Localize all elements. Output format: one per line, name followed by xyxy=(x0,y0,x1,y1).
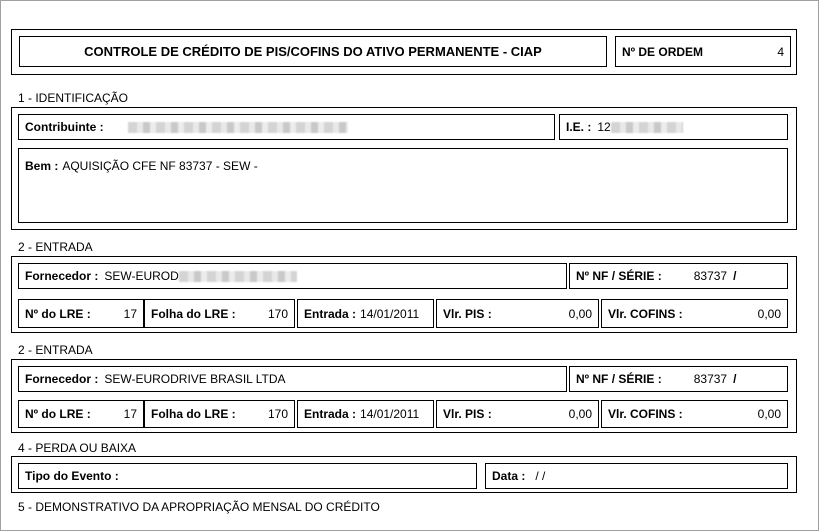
folha-label: Folha do LRE : xyxy=(151,306,236,321)
section-demonstrativo: 5 - DEMONSTRATIVO DA APROPRIAÇÃO MENSAL DO CRÉDITO xyxy=(18,500,380,514)
nf-label: Nº NF / SÉRIE : xyxy=(576,269,662,283)
entrada-label: Entrada : xyxy=(304,306,357,321)
cofins-label: Vlr. COFINS : xyxy=(608,306,683,321)
fornecedor-cell-2 xyxy=(18,366,567,392)
section-entrada-1: 2 - ENTRADA xyxy=(18,240,93,254)
contribuinte-cell xyxy=(18,114,555,140)
contribuinte-label: Contribuinte : xyxy=(25,120,104,134)
fornecedor-value: SEW-EUROD xyxy=(104,269,179,283)
section-perda: 4 - PERDA OU BAIXA xyxy=(18,441,137,455)
fornecedor-label: Fornecedor : xyxy=(25,372,99,386)
entrada-value: 14/01/2011 xyxy=(360,306,420,321)
contribuinte-redacted xyxy=(128,122,348,133)
ie-redacted xyxy=(611,122,683,133)
nf-cell-1 xyxy=(569,263,788,289)
ie-cell xyxy=(559,114,788,140)
fornecedor-redacted xyxy=(179,271,297,282)
pis-value: 0,00 xyxy=(568,306,592,321)
section-identificacao: 1 - IDENTIFICAÇÃO xyxy=(18,91,129,105)
nf-value: 83737 xyxy=(693,372,728,386)
evento-label: Tipo do Evento : xyxy=(25,469,119,483)
fornecedor-label: Fornecedor : xyxy=(25,269,99,283)
nf-cell-2 xyxy=(569,366,788,392)
data-label: Data : xyxy=(492,469,526,483)
nf-value: 83737 xyxy=(693,269,728,283)
entrada-label: Entrada : xyxy=(304,407,357,421)
nf-label: Nº NF / SÉRIE : xyxy=(576,372,662,386)
pis-value: 0,00 xyxy=(568,407,592,421)
cofins-cell-1 xyxy=(601,299,788,328)
folha-cell-1 xyxy=(144,299,295,328)
lre-value: 17 xyxy=(123,306,137,321)
pis-cell-1 xyxy=(436,299,599,328)
lre-cell-1 xyxy=(18,299,144,328)
cofins-label: Vlr. COFINS : xyxy=(608,407,683,421)
cofins-value: 0,00 xyxy=(757,407,781,421)
folha-cell-2 xyxy=(144,400,295,428)
entrada-date-cell-2 xyxy=(297,400,434,428)
pis-label: Vlr. PIS : xyxy=(443,306,492,321)
fornecedor-value: SEW-EURODRIVE BRASIL LTDA xyxy=(104,372,286,386)
document-title xyxy=(19,36,607,67)
folha-value: 170 xyxy=(267,306,288,321)
bem-label: Bem : xyxy=(25,159,59,173)
cofins-value: 0,00 xyxy=(757,306,781,321)
folha-label: Folha do LRE : xyxy=(151,407,236,421)
bem-cell xyxy=(18,148,788,223)
data-cell xyxy=(485,463,788,489)
entrada-value: 14/01/2011 xyxy=(360,407,420,421)
pis-cell-2 xyxy=(436,400,599,428)
fornecedor-cell-1 xyxy=(18,263,567,289)
document-title-text: CONTROLE DE CRÉDITO DE PIS/COFINS DO ATIVO PERMANENTE - CIAP xyxy=(84,44,542,59)
evento-cell xyxy=(18,463,477,489)
ordem-cell xyxy=(615,36,791,67)
lre-cell-2 xyxy=(18,400,144,428)
ie-value: 12 xyxy=(597,120,611,134)
ordem-value: 4 xyxy=(777,44,784,59)
ie-label: I.E. : xyxy=(566,120,592,134)
cofins-cell-2 xyxy=(601,400,788,428)
serie-value: / xyxy=(733,372,737,386)
lre-label: Nº do LRE : xyxy=(25,407,91,421)
lre-value: 17 xyxy=(123,407,137,421)
entrada-date-cell-1 xyxy=(297,299,434,328)
lre-label: Nº do LRE : xyxy=(25,306,91,321)
bem-value: AQUISIÇÃO CFE NF 83737 - SEW - xyxy=(62,159,258,173)
data-value: / / xyxy=(535,469,546,483)
section-entrada-2: 2 - ENTRADA xyxy=(18,343,93,357)
folha-value: 170 xyxy=(267,407,288,421)
serie-value: / xyxy=(733,269,737,283)
ordem-label: Nº DE ORDEM xyxy=(622,44,704,59)
pis-label: Vlr. PIS : xyxy=(443,407,492,421)
